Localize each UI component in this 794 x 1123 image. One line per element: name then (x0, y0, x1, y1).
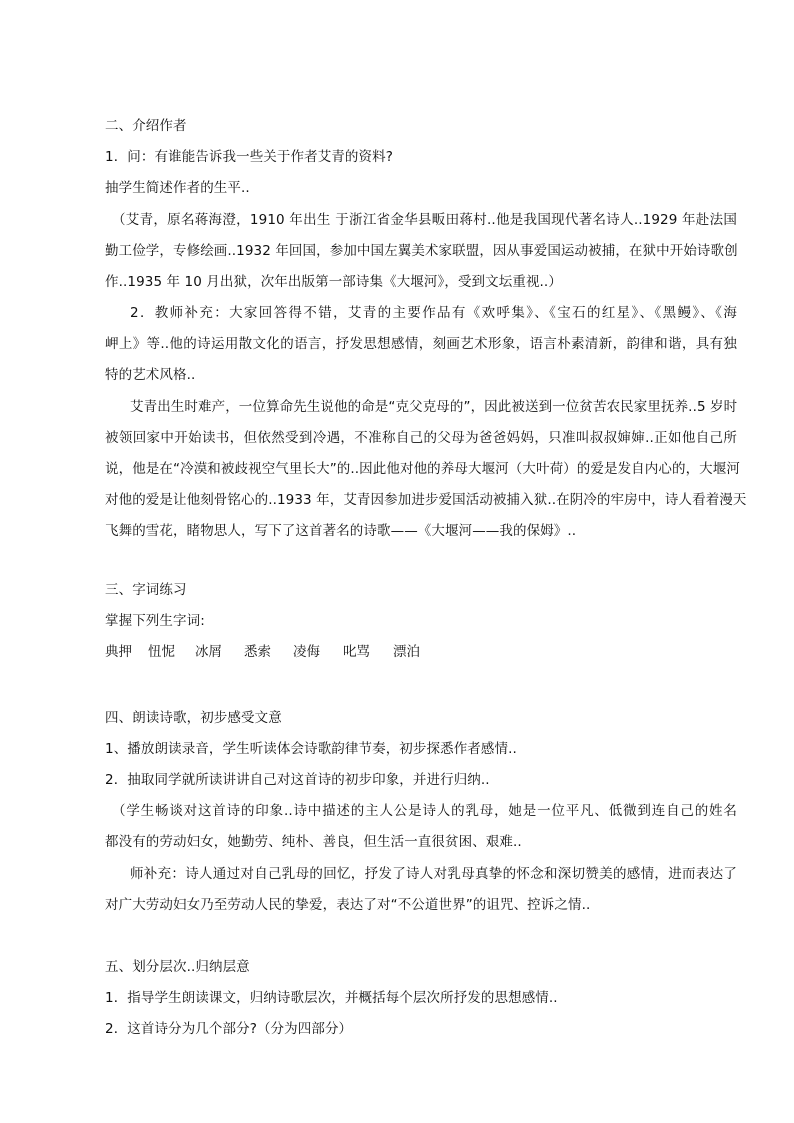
teacher-add-line-3: 特的艺术风格.. (105, 367, 196, 383)
teacher-add-line-2: 岬上》等..他的诗运用散文化的语言，抒发思想感情，刻画艺术形象，语言朴素清新，韵律和谐，具有独 (105, 336, 737, 352)
section-heading-reading: 四、朗读诗歌，初步感受文意 (105, 710, 282, 726)
vocabulary-word: 悉索 (244, 644, 271, 660)
reading-teacher-add-line-1: 师补充：诗人通过对自己乳母的回忆，抒发了诗人对乳母真挚的怀念和深切赞美的感情，进而表达了 (130, 866, 737, 882)
discussion-line-1: （学生畅谈对这首诗的印象..诗中描述的主人公是诗人的乳母，她是一位平凡、低微到连自己的姓名 (112, 803, 737, 819)
vocabulary-word: 凌侮 (293, 644, 320, 660)
teacher-add-line-1: 2．教师补充：大家回答得不错，艾青的主要作品有《欢呼集》、《宝石的红星》、《黑鳗》、《海 (130, 305, 737, 321)
vocabulary-word: 漂泊 (393, 644, 420, 660)
story-line-2: 被领回家中开始读书，但依然受到冷遇，不准称自己的父母为爸爸妈妈，只准叫叔叔婶婶..正如他自己所 (105, 430, 737, 446)
vocabulary-word: 叱骂 (343, 644, 370, 660)
structure-item-2: 2．这首诗分为几个部分?（分为四部分） (105, 1021, 353, 1037)
vocabulary-word: 典押 (105, 644, 132, 660)
reading-item-2: 2．抽取同学就所读讲讲自己对这首诗的初步印象，并进行归纳.. (105, 772, 490, 788)
story-line-3: 说，他是在“冷漠和被歧视空气里长大”的..因此他对他的养母大堰河（大叶荷）的爱是发自内心的，大堰河 (105, 461, 740, 477)
story-line-4: 对他的爱是让他刻骨铭心的..1933 年，艾青因参加进步爱国活动被捕入狱..在阴冷的牢房中，诗人看着漫天 (105, 492, 747, 508)
reading-teacher-add-line-2: 对广大劳动妇女乃至劳动人民的挚爱，表达了对“不公道世界”的诅咒、控诉之情.. (105, 897, 591, 913)
bio-line-3: 作..1935 年 10 月出狱，次年出版第一部诗集《大堰河》，受到文坛重视..） (105, 274, 562, 290)
question-1-note: 抽学生简述作者的生平.. (105, 180, 250, 196)
vocabulary-intro: 掌握下列生字词: (105, 613, 205, 629)
bio-line-1: （艾青，原名蒋海澄，1910 年出生 于浙江省金华县畈田蒋村..他是我国现代著名诗人..1929 年赴法国 (112, 212, 737, 228)
reading-item-1: 1、播放朗读录音，学生听读体会诗歌韵律节奏，初步探悉作者感情.. (105, 741, 517, 757)
vocabulary-word: 忸怩 (148, 644, 175, 660)
structure-item-1: 1．指导学生朗读课文，归纳诗歌层次，并概括每个层次所抒发的思想感情.. (105, 990, 558, 1006)
discussion-line-2: 都没有的劳动妇女，她勤劳、纯朴、善良，但生活一直很贫困、艰难.. (105, 834, 522, 850)
section-heading-vocabulary: 三、字词练习 (105, 582, 187, 598)
section-heading-structure: 五、划分层次..归纳层意 (105, 959, 250, 975)
section-heading-intro-author: 二、介绍作者 (105, 118, 187, 134)
story-line-1: 艾青出生时难产，一位算命先生说他的命是“克父克母的”，因此被送到一位贫苦农民家里抚养..5 岁时 (130, 399, 738, 415)
vocabulary-word: 冰屑 (195, 644, 222, 660)
question-1: 1．问：有谁能告诉我一些关于作者艾青的资料? (105, 149, 393, 165)
story-line-5: 飞舞的雪花，睹物思人，写下了这首著名的诗歌——《大堰河——我的保姆》.. (105, 523, 577, 539)
bio-line-2: 勤工俭学，专修绘画..1932 年回国，参加中国左翼美术家联盟，因从事爱国运动被捕，在狱中开始诗歌创 (105, 243, 738, 259)
